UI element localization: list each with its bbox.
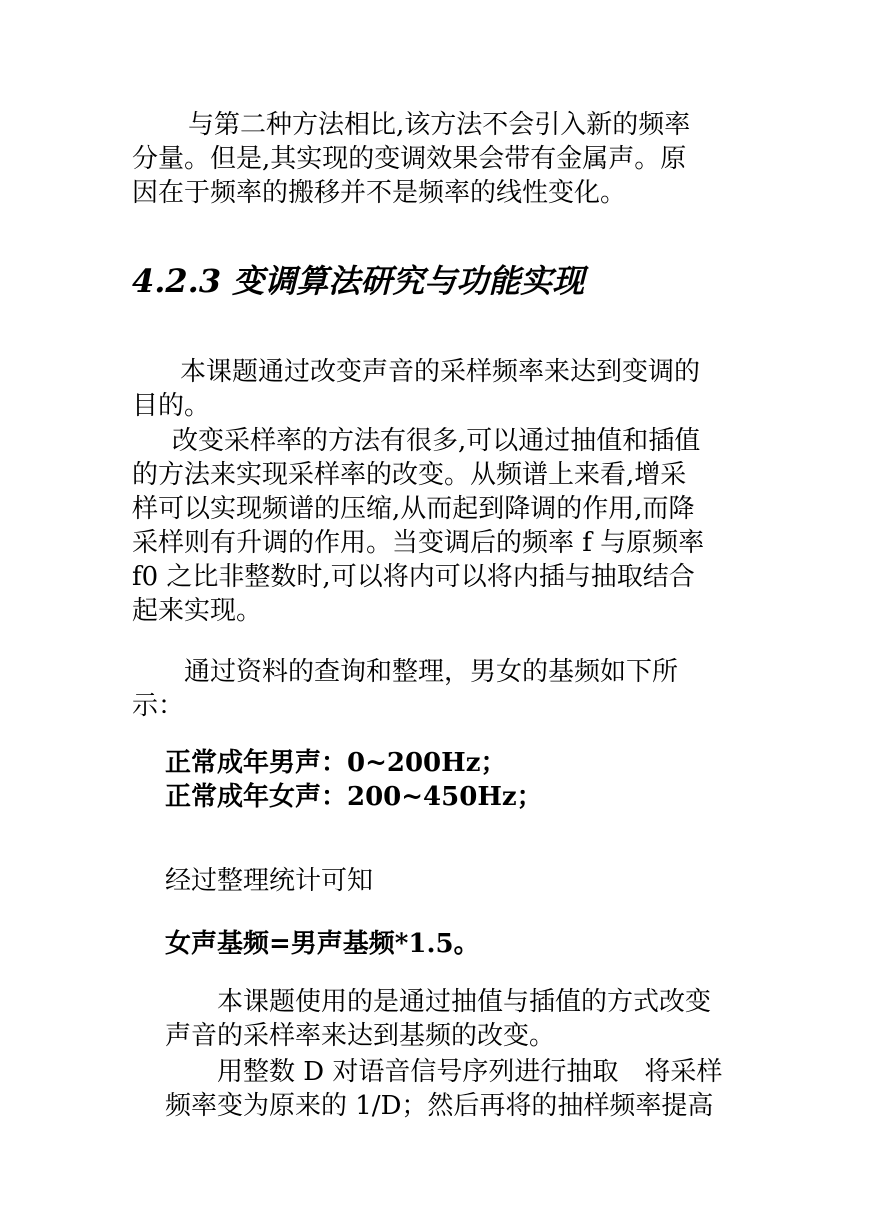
female-frequency-range: 正常成年女声：200~450Hz； — [165, 782, 543, 812]
paragraph-4-line-2: 示： — [132, 691, 185, 721]
paragraph-2-line-1: 本课题通过改变声音的采样频率来达到变调的 — [180, 357, 701, 387]
paragraph-7-line-1: 用整数 D 对语音信号序列进行抽取 将采样 — [217, 1057, 723, 1087]
paragraph-1-line-2: 分量。但是,其实现的变调效果会带有金属声。原 — [132, 144, 687, 174]
paragraph-7-line-2: 频率变为原来的 1/D；然后再将的抽样频率提高 — [165, 1091, 714, 1121]
paragraph-3-line-5: f0 之比非整数时,可以将内可以将内插与抽取结合 — [132, 562, 695, 592]
paragraph-6-line-2: 声音的采样率来达到基频的改变。 — [165, 1021, 556, 1051]
paragraph-3-line-6: 起来实现。 — [132, 596, 263, 626]
paragraph-3-line-2: 的方法来实现采样率的改变。从频谱上来看,增采 — [132, 460, 687, 490]
paragraph-4-line-1: 通过资料的查询和整理，男女的基频如下所 — [184, 657, 679, 687]
paragraph-1-line-3: 因在于频率的搬移并不是频率的线性变化。 — [132, 178, 627, 208]
section-heading: 4.2.3 变调算法研究与功能实现 — [132, 262, 585, 300]
statistics-intro: 经过整理统计可知 — [165, 866, 374, 896]
paragraph-6-line-1: 本课题使用的是通过抽值与插值的方式改变 — [217, 987, 712, 1017]
male-frequency-range: 正常成年男声：0~200Hz； — [165, 748, 507, 778]
paragraph-3-line-1: 改变采样率的方法有很多,可以通过抽值和插值 — [172, 426, 701, 456]
paragraph-3-line-3: 样可以实现频谱的压缩,从而起到降调的作用,而降 — [132, 494, 695, 524]
paragraph-3-line-4: 采样则有升调的作用。当变调后的频率 f 与原频率 — [132, 528, 705, 558]
paragraph-1-line-1: 与第二种方法相比,该方法不会引入新的频率 — [188, 110, 691, 140]
paragraph-2-line-2: 目的。 — [132, 391, 211, 421]
formula-line: 女声基频=男声基频*1.5。 — [165, 929, 480, 959]
